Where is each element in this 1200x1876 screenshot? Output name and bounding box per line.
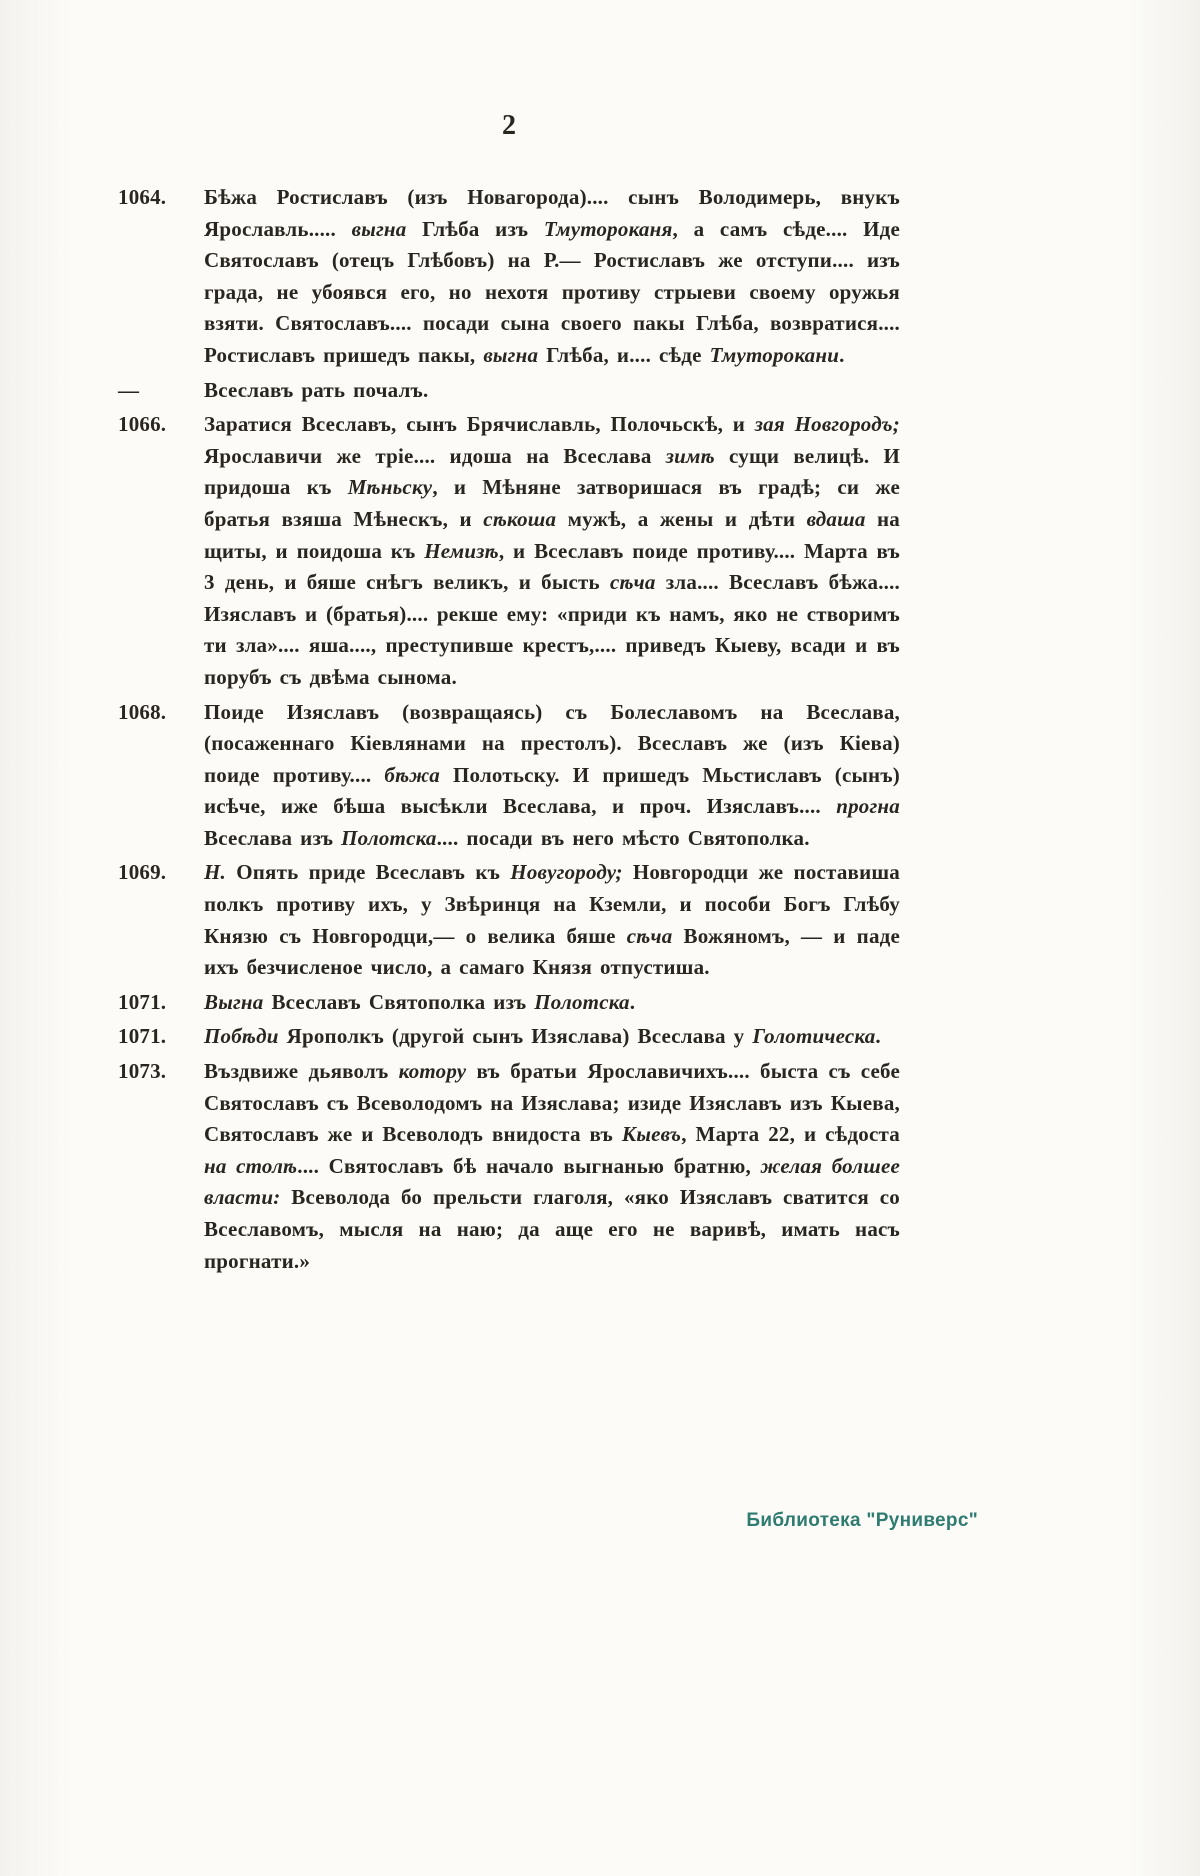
entry-text-segment: Глѣба изъ (406, 216, 544, 241)
entry-text-segment: Новгородци же поставиша полкъ противу ихъ, у Звѣринця на Кземли, и пособи Богъ Глѣбу Князю съ Новгородци,— о велика бяше (204, 860, 900, 948)
entry-text-italic-segment: желая болшее власти: (204, 1153, 900, 1210)
entry-year: 1071. (118, 989, 167, 1014)
entry-text-segment: . (629, 989, 636, 1014)
entry-text-segment: . (839, 342, 845, 367)
entry-year: 1068. (118, 699, 167, 724)
entry-text-segment: Заратися Всеславъ, сынъ Брячиславль, Полочьскѣ, и (204, 412, 755, 437)
entry-text-italic-segment: зая Новгородъ; (754, 412, 900, 437)
entry-text-italic-segment: Полотска (534, 989, 630, 1014)
entry (118, 857, 900, 983)
entry-year: 1064. (118, 185, 167, 209)
entry-text-italic-segment: Мѣньску (347, 475, 433, 500)
entry-text-segment: Всеволода бо прельсти глаголя, «яко Изяславъ сватится со Всеславомъ, мысля на наю; да аще его не варивѣ, имать насъ прогнати.» (204, 1185, 900, 1273)
entries (118, 182, 900, 1280)
entry-text-segment: Всеславъ рать почалъ. (204, 377, 429, 402)
entry-text-segment: , и Мѣняне затворишася въ градѣ; си же братья взяша Мѣнескъ, и (204, 475, 900, 531)
entry-text-segment: Опять приде Всеславъ къ (226, 860, 511, 885)
entry-text-segment: . (875, 1024, 881, 1049)
entry-text-segment: мужѣ, а жены и дѣти (556, 506, 807, 531)
entry-text-segment: на щиты, и поидоша къ (204, 506, 901, 563)
entry-text (204, 182, 900, 372)
entry-text-segment: Вожяномъ, — и паде ихъ безчисленое число, а самаго Князя отпустиша. (204, 923, 900, 980)
entry-year: 1066. (118, 412, 167, 437)
entry-year: 1069. (118, 860, 167, 885)
entry-text (204, 697, 900, 855)
entry-text-segment: .... посади въ него мѣсто Святополка. (436, 825, 810, 850)
entry-text-segment: Ярополкъ (другой сынъ Изяслава) Всеслава у (278, 1024, 753, 1049)
entry-text-italic-segment: сѣча (626, 923, 673, 948)
entry-text-segment: сущи велицѣ. И придоша къ (204, 443, 900, 500)
entry-year: 1073. (118, 1059, 167, 1084)
entry (118, 409, 900, 693)
entry-year: 1071. (118, 1024, 167, 1049)
entry-text-italic-segment: Тмутороканя (543, 216, 673, 241)
entry-text (204, 1056, 900, 1277)
library-watermark: Библиотека "Руниверс" (746, 1510, 978, 1531)
entry (118, 697, 900, 855)
entry-text-italic-segment: на столѣ (204, 1153, 298, 1178)
entry-text-segment: Въздвиже дьяволъ (204, 1059, 399, 1084)
page-number: 2 (502, 110, 516, 141)
entry-text-italic-segment: бѣжа (384, 762, 440, 787)
entry-text-italic-segment: выгна (351, 216, 407, 241)
entry-text-segment: Поиде Изяславъ (возвращаясь) съ Болеславомъ на Всеслава, (посаженнаго Кіевлянами на престолъ). Всеславъ же (изъ Кіева) поиде противу.... (204, 699, 900, 787)
entry (118, 375, 900, 407)
entry-text-italic-segment: сѣкоша (483, 506, 557, 531)
entry-text (204, 375, 900, 407)
entry-text-segment: Ярославичи же тріе.... идоша на Всеслава (204, 443, 666, 468)
entry (118, 1021, 900, 1053)
entry-text-segment: , а самъ сѣде.... Иде Святославъ (отецъ Глѣбовъ) на Р.— Ростиславъ же отступи.... изъ града, не убоявся его, но нехотя противу стрыеви своему оружья взяти. Святославъ.... посади сына своего пакы Глѣба, возвратися.... Ростиславъ пришедъ пакы, (204, 216, 901, 367)
entry-text-segment: , и Всеславъ поиде противу.... Марта въ 3 день, и бяше снѣгъ великъ, и бысть (204, 538, 900, 595)
entry-text-italic-segment: прогна (836, 794, 900, 819)
entry-text-italic-segment: вдаша (806, 506, 866, 531)
entry-text-italic-segment: сѣча (609, 570, 656, 595)
entry-text-italic-segment: выгна (483, 342, 539, 367)
entry-text-segment: Всеславъ Святополка изъ (263, 989, 535, 1014)
entry (118, 182, 900, 372)
entry-year: — (118, 377, 140, 402)
entry (118, 1056, 900, 1277)
entry-text (204, 857, 900, 983)
entry-text-segment: Всеслава изъ (204, 825, 342, 850)
entry-text (204, 409, 900, 693)
entry-text-italic-segment: Полотска (341, 825, 437, 850)
entry-text-italic-segment: Кыевъ (621, 1122, 682, 1147)
entry-text-segment: , Марта 22, и сѣдоста (681, 1122, 900, 1147)
entry-text-italic-segment: Побѣди (204, 1024, 279, 1049)
entry-text (204, 987, 900, 1019)
entry-text-segment: Полотьску. И пришедъ Мьстиславъ (сынъ) исѣче, иже бѣша высѣкли Всеслава, и проч. Изяславъ.... (204, 762, 900, 819)
entry-text-italic-segment: Голотическа (752, 1024, 876, 1049)
entry-text-italic-segment: зимѣ (665, 443, 715, 468)
entry-text-italic-segment: Немизѣ (424, 538, 499, 563)
entry-text-italic-segment: Тмуторокани (709, 342, 840, 367)
entry-text (204, 1021, 900, 1053)
entry-text-segment: въ братьи Ярославичихъ.... быста съ себе Святославъ съ Всеволодомъ на Изяслава; изиде Изяславъ изъ Кыева, Святославъ же и Всеволодъ внидоста въ (204, 1059, 900, 1147)
entry-text-italic-segment: Выгна (204, 989, 264, 1014)
entry-text-italic-segment: Новугороду; (510, 860, 623, 885)
entry-text-segment: Бѣжа Ростиславъ (изъ Новагорода).... сынъ Володимерь, внукъ Ярославль..... (204, 185, 900, 241)
entry-text-segment: зла.... Всеславъ бѣжа.... Изяславъ и (братья).... рекше ему: «приди къ намъ, яко не створимъ ти зла».... яша...., преступивше крестъ,.... приведъ Кыеву, всади и въ порубъ съ двѣма сынома. (204, 570, 900, 689)
entry-text-segment: .... Святославъ бѣ начало выгнанью братню, (297, 1153, 761, 1178)
entry (118, 987, 900, 1019)
entry-text-italic-segment: котору (398, 1059, 467, 1084)
entry-text-segment: Глѣба, и.... сѣде (538, 342, 710, 367)
entry-text-italic-segment: Н. (204, 860, 226, 885)
